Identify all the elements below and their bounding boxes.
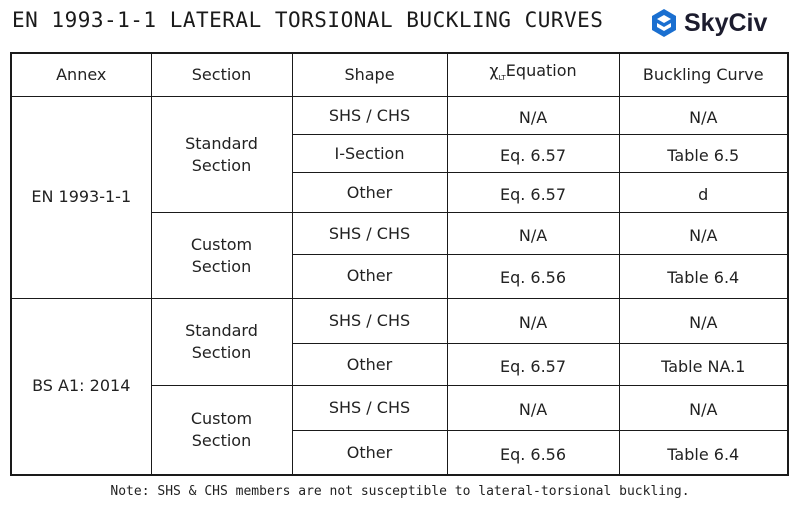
footnote: Note: SHS & CHS members are not susceptible to lateral-torsional buckling.	[110, 484, 690, 499]
shape-cell: Other	[292, 431, 447, 475]
header-buckling-curve: Buckling Curve	[619, 53, 788, 97]
header-equation: $\chi_{LT}Equation$	[447, 53, 619, 97]
curve-cell: Table 6.5	[619, 135, 788, 173]
header-annex: Annex	[11, 53, 151, 97]
table-row	[11, 298, 788, 343]
equation-cell: Eq. 6.57	[447, 135, 619, 173]
header-row	[11, 53, 788, 97]
curve-cell: N/A	[619, 97, 788, 135]
section-cell: Standard Section	[151, 298, 292, 385]
curve-cell: Table 6.4	[619, 254, 788, 298]
shape-cell: SHS / CHS	[292, 386, 447, 431]
header-section: Section	[151, 53, 292, 97]
chi-lt-symbol: $\chi_{LT}$	[489, 61, 506, 83]
curve-cell: N/A	[619, 386, 788, 431]
table-row	[11, 97, 788, 135]
buckling-curves-table	[10, 52, 789, 476]
skyciv-logo-icon	[650, 8, 678, 38]
section-cell: Custom Section	[151, 213, 292, 298]
page-title: EN 1993-1-1 LATERAL TORSIONAL BUCKLING CURVES	[12, 8, 604, 32]
curve-cell: Table NA.1	[619, 343, 788, 385]
curve-cell: d	[619, 173, 788, 213]
shape-cell: I-Section	[292, 135, 447, 173]
logo-text: SkyCiv	[684, 8, 768, 37]
section-cell: Standard Section	[151, 97, 292, 213]
annex-cell: BS A1: 2014	[11, 298, 151, 475]
annex-cell: EN 1993-1-1	[11, 97, 151, 299]
curve-cell: N/A	[619, 213, 788, 254]
shape-cell: SHS / CHS	[292, 213, 447, 254]
equation-cell: N/A	[447, 213, 619, 254]
equation-cell: N/A	[447, 97, 619, 135]
equation-cell: Eq. 6.57	[447, 173, 619, 213]
shape-cell: SHS / CHS	[292, 298, 447, 343]
shape-cell: Other	[292, 173, 447, 213]
shape-cell: SHS / CHS	[292, 97, 447, 135]
equation-cell: Eq. 6.57	[447, 343, 619, 385]
curve-cell: Table 6.4	[619, 431, 788, 475]
shape-cell: Other	[292, 343, 447, 385]
shape-cell: Other	[292, 254, 447, 298]
equation-cell: N/A	[447, 298, 619, 343]
equation-cell: Eq. 6.56	[447, 431, 619, 475]
section-cell: Custom Section	[151, 386, 292, 475]
header-shape: Shape	[292, 53, 447, 97]
equation-cell: Eq. 6.56	[447, 254, 619, 298]
curve-cell: N/A	[619, 298, 788, 343]
equation-cell: N/A	[447, 386, 619, 431]
skyciv-logo	[650, 8, 767, 38]
